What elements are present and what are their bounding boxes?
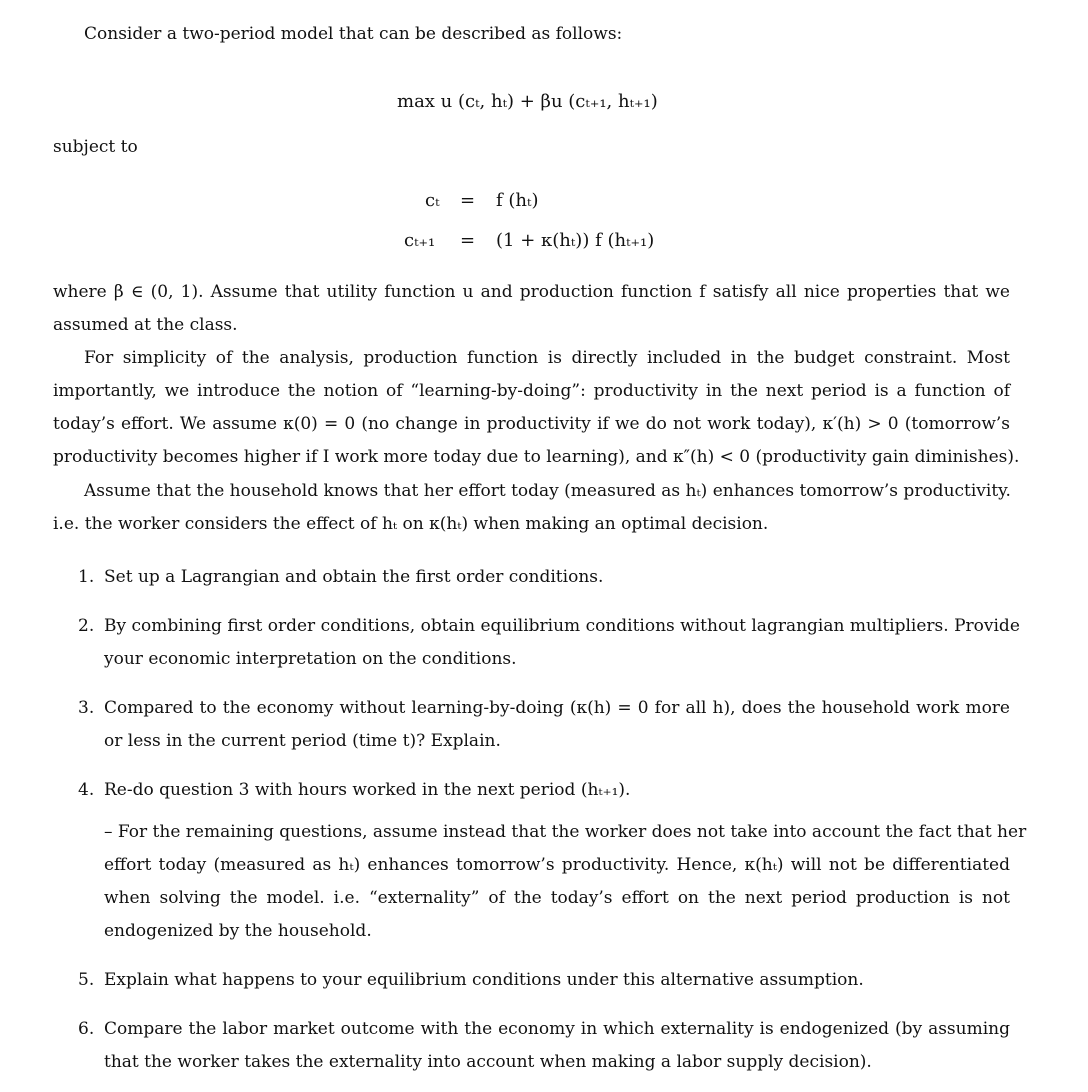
question-4-number: 4. — [78, 780, 95, 800]
question-5-text: Explain what happens to your equilibrium conditions under this alternative assumption. — [104, 970, 864, 990]
question-1-text: Set up a Lagrangian and obtain the first order conditions. — [104, 567, 604, 587]
constraint-1-equals: = — [460, 190, 476, 211]
constraint-2-rhs: (1 + κ(hₜ)) f (hₜ₊₁) — [496, 230, 655, 251]
question-2-text-line-1: By combining first order conditions, obtain equilibrium conditions without lagrangian multipliers. Provide — [104, 616, 1020, 636]
question-3-number: 3. — [78, 698, 95, 718]
note-line-1: – For the remaining questions, assume instead that the worker does not take into account the fact that her — [104, 822, 1027, 842]
intro-line: Consider a two-period model that can be described as follows: — [84, 24, 623, 44]
question-4-text: Re-do question 3 with hours worked in the next period (hₜ₊₁). — [104, 780, 631, 800]
question-2-text-line-2: your economic interpretation on the conditions. — [104, 649, 517, 669]
question-3-text-line-1: Compared to the economy without learning-by-doing (κ(h) = 0 for all h), does the household work more — [104, 698, 1010, 718]
note-line-4: endogenized by the household. — [104, 921, 372, 941]
objective-function: max u (cₜ, hₜ) + βu (cₜ₊₁, hₜ₊₁) — [397, 91, 658, 112]
constraint-1-lhs: cₜ — [425, 190, 440, 211]
paragraph-2-line-2: importantly, we introduce the notion of “learning-by-doing”: productivity in the next period is a function of — [53, 381, 1010, 401]
paragraph-2-line-3: today’s effort. We assume κ(0) = 0 (no change in productivity if we do not work today), κ′(h) > 0 (tomorrow’s — [53, 414, 1010, 434]
paragraph-1-line-1: where β ∈ (0, 1). Assume that utility function u and production function f satisfy all nice properties that we — [53, 282, 1010, 302]
paragraph-3-line-2: i.e. the worker considers the effect of hₜ on κ(hₜ) when making an optimal decision. — [53, 514, 769, 534]
question-5-number: 5. — [78, 970, 95, 990]
paragraph-3-line-1: Assume that the household knows that her effort today (measured as hₜ) enhances tomorrow’s productivity. — [84, 481, 1011, 501]
question-6-text-line-2: that the worker takes the externality into account when making a labor supply decision). — [104, 1052, 872, 1072]
subject-to-label: subject to — [53, 137, 138, 157]
question-6-text-line-1: Compare the labor market outcome with the economy in which externality is endogenized (by assuming — [104, 1019, 1010, 1039]
note-line-2: effort today (measured as hₜ) enhances tomorrow’s productivity. Hence, κ(hₜ) will not be differentiated — [104, 855, 1010, 875]
question-6-number: 6. — [78, 1019, 95, 1039]
question-1-number: 1. — [78, 567, 95, 587]
paragraph-2-line-4: productivity becomes higher if I work more today due to learning), and κ″(h) < 0 (productivity gain diminishes). — [53, 447, 1020, 467]
paragraph-1-line-2: assumed at the class. — [53, 315, 238, 335]
constraint-2-lhs: cₜ₊₁ — [404, 230, 436, 251]
paragraph-2-line-1: For simplicity of the analysis, production function is directly included in the budget constraint. Most — [84, 348, 1010, 368]
question-3-text-line-2: or less in the current period (time t)? Explain. — [104, 731, 501, 751]
question-2-number: 2. — [78, 616, 95, 636]
constraint-2-equals: = — [460, 230, 476, 251]
note-line-3: when solving the model. i.e. “externality” of the today’s effort on the next period production is not — [104, 888, 1010, 908]
constraint-1-rhs: f (hₜ) — [496, 190, 539, 211]
